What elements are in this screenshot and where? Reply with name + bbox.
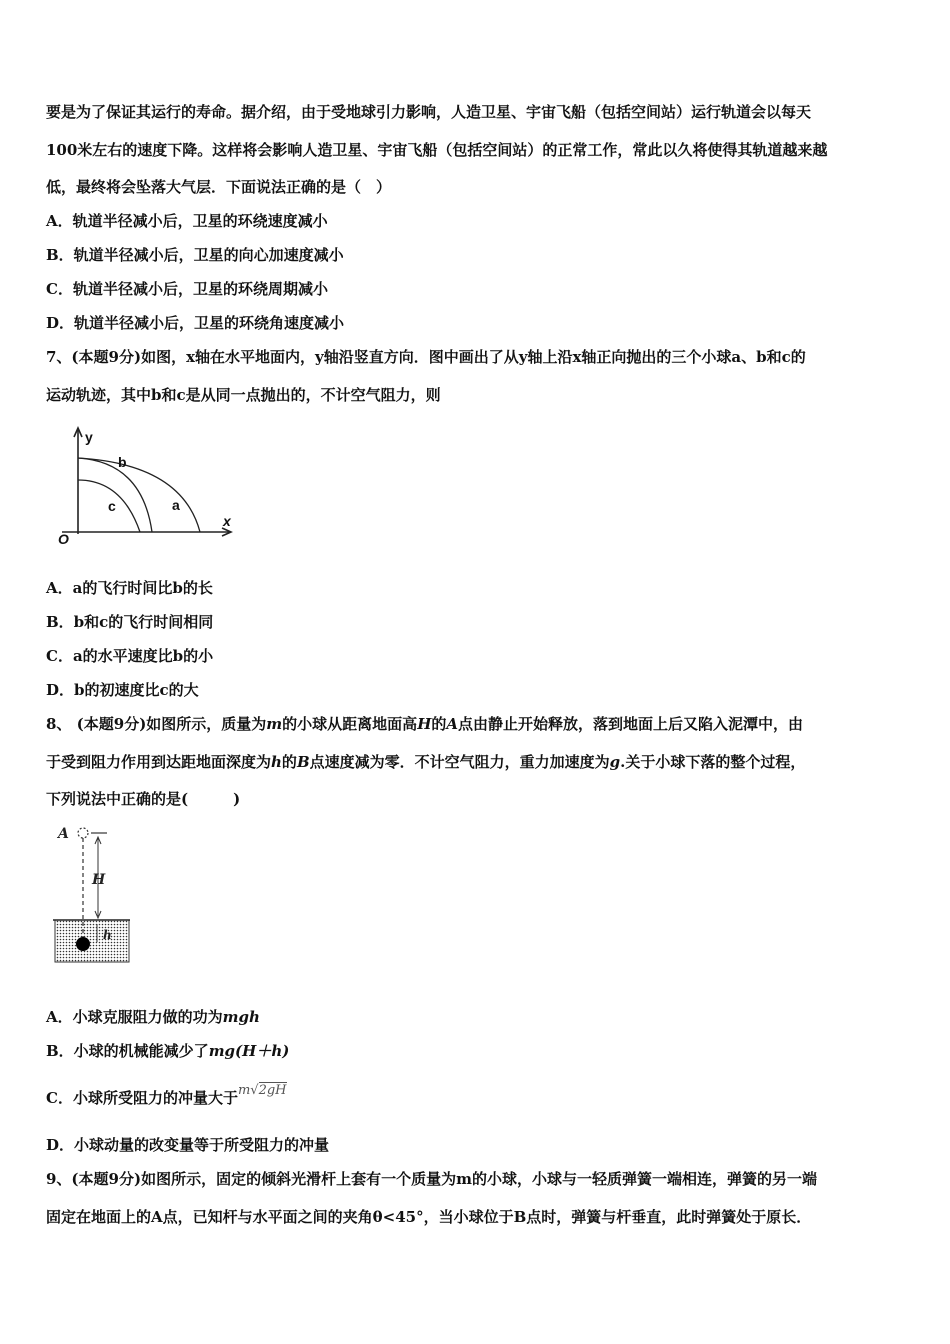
trajectory-a [78,458,200,532]
q6-line-1: 要是为了保证其运行的寿命。据介绍，由于受地球引力影响，人造卫星、宇宙飞船（包括空间站）运行轨道会以每天 [46,103,812,121]
q7-option-d: D．b的初速度比c的大 [46,681,199,699]
origin-label: O [58,531,69,547]
sqrt-expression: m√2gH [237,1083,287,1098]
q8-option-a: A．小球克服阻力做的功为mgh [46,1008,260,1026]
q8-line-3: 下列说法中正确的是( ) [46,790,241,808]
q6-line-2: 100米左右的速度下降。这样将会影响人造卫星、宇宙飞船（包括空间站）的正常工作，常此以久将使得其轨道越来越 [46,141,828,159]
ball-start-icon [78,828,88,838]
q6-option-c: C．轨道半径减小后，卫星的环绕周期减小 [46,280,328,298]
label-a: A [58,826,69,842]
q7-option-c: C．a的水平速度比b的小 [46,647,214,665]
q8-option-d: D．小球动量的改变量等于所受阻力的冲量 [46,1136,330,1154]
label-h-height: H [92,872,106,888]
curve-label-b: b [118,454,127,470]
trajectory-b [78,458,152,532]
q7-line-1: 7、(本题9分)如图，x轴在水平地面内，y轴沿竖直方向．图中画出了从y轴上沿x轴正向抛出的三个小球a、b和c的 [46,348,806,366]
q6-option-d: D．轨道半径减小后，卫星的环绕角速度减小 [46,314,345,332]
q6-line-3: 低，最终将会坠落大气层．下面说法正确的是（ ） [46,178,392,196]
q8-line-2: 于受到阻力作用到达距地面深度为h的B点速度减为零．不计空气阻力，重力加速度为g.关于小球下落的整个过程， [46,753,806,771]
y-axis-label: y [85,429,93,445]
q8-line-1: 8、 (本题9分)如图所示，质量为m的小球从距离地面高H的A点由静止开始释放，落到地面上后又陷入泥潭中，由 [46,715,804,733]
q7-option-a: A．a的飞行时间比b的长 [46,579,213,597]
x-axis-label: x [223,513,231,529]
q8-drop-figure [50,818,140,968]
q6-option-b: B．轨道半径减小后，卫星的向心加速度减小 [46,246,344,264]
q8-option-b: B．小球的机械能减少了mg(H＋h) [46,1042,290,1060]
curve-label-c: c [108,498,116,514]
curve-label-a: a [172,497,180,513]
q7-trajectory-figure [52,422,242,552]
label-h-depth: h [103,928,112,942]
q8-option-c: C．小球所受阻力的冲量大于m√2gH [46,1083,287,1107]
q7-line-2: 运动轨迹，其中b和c是从同一点抛出的，不计空气阻力，则 [46,386,441,404]
q6-option-a: A．轨道半径减小后，卫星的环绕速度减小 [46,212,328,230]
mud-pit [55,920,129,962]
ball-end-icon [76,937,90,951]
q9-line-2: 固定在地面上的A点，已知杆与水平面之间的夹角θ<45°，当小球位于B点时，弹簧与杆垂直，此时弹簧处于原长． [46,1208,812,1226]
q7-option-b: B．b和c的飞行时间相同 [46,613,214,631]
q9-line-1: 9、(本题9分)如图所示，固定的倾斜光滑杆上套有一个质量为m的小球，小球与一轻质弹簧一端相连，弹簧的另一端 [46,1170,817,1188]
